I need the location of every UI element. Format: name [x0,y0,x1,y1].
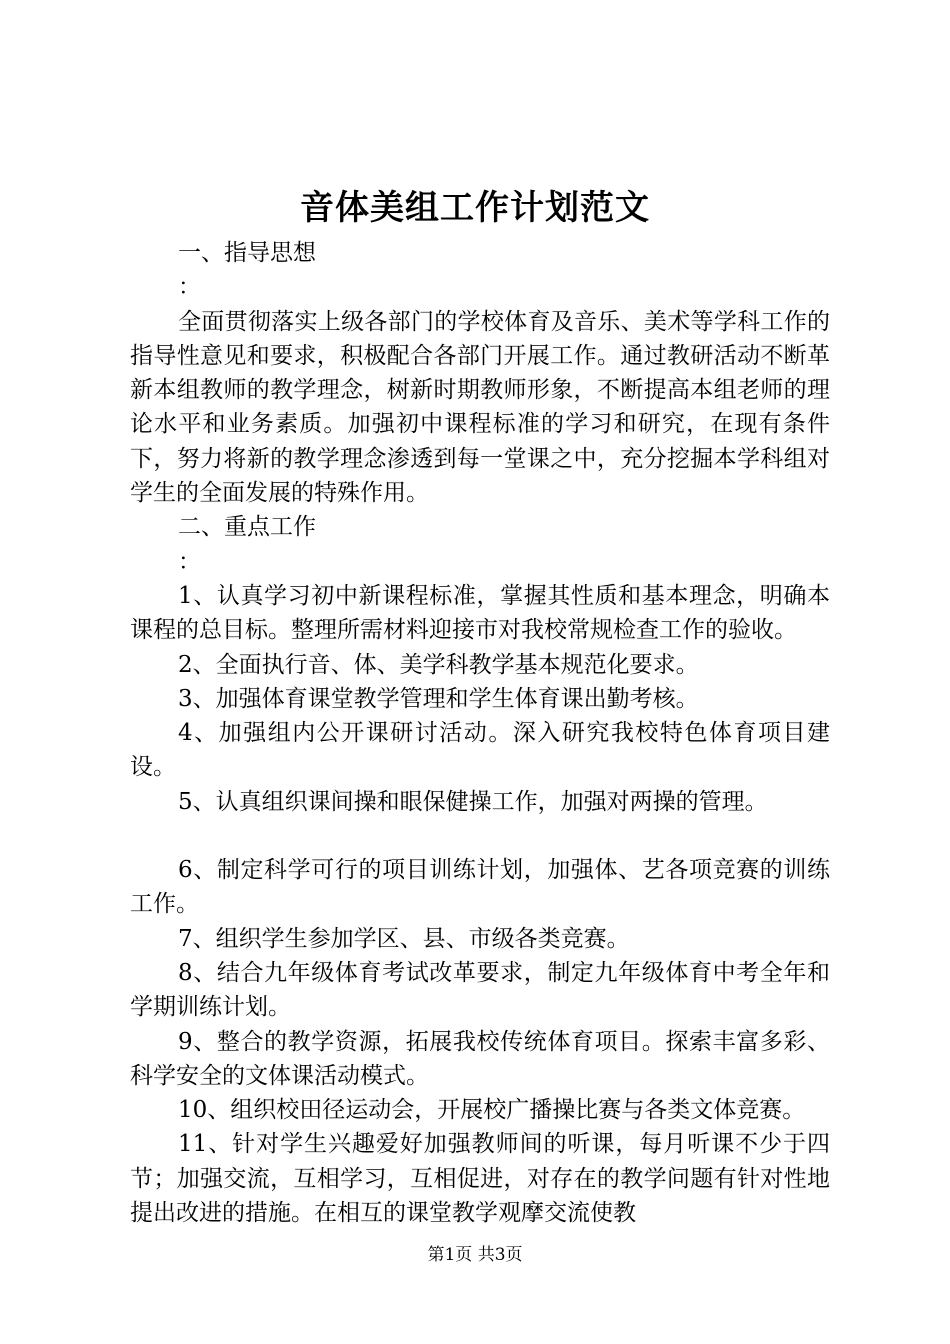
paragraph-guiding-ideology: 全面贯彻落实上级各部门的学校体育及音乐、美术等学科工作的指导性意见和要求，积极配合各部门开展工作。通过教研活动不断革新本组教师的教学理念，树新时期教师形象，不断提高本组老师的理论水平和业务素质。加强初中课程标准的学习和研究，在现有条件下，努力将新的教学理念渗透到每一堂课之中，充分挖掘本学科组对学生的全面发展的特殊作用。 [130,308,830,507]
document-body [130,236,830,1230]
list-item: 10、组织校田径运动会，开展校广播操比赛与各类文体竞赛。 [178,1097,806,1124]
list-item: 5、认真组织课间操和眼保健操工作，加强对两操的管理。 [178,788,768,815]
list-item: 4、加强组内公开课研讨活动。深入研究我校特色体育项目建设。 [130,720,830,781]
list-item: 8、结合九年级体育考试改革要求，制定九年级体育中考全年和学期训练计划。 [130,959,830,1021]
section-heading-key-work: 二、重点工作 [178,514,316,541]
list-item: 3、加强体育课堂教学管理和学生体育课出勤考核。 [178,685,699,712]
colon-line: ： [178,274,201,301]
colon-line: ： [178,548,201,575]
page-footer: 第1页 共3页 [427,1245,523,1265]
section-heading-guiding-ideology: 一、指导思想 [178,240,316,266]
list-item: 11、针对学生兴趣爱好加强教师间的听课，每月听课不少于四节；加强交流，互相学习，互相促进，对存在的教学问题有针对性地提出改进的措施。在相互的课堂教学观摩交流使教 [130,1131,830,1227]
list-item: 9、整合的教学资源，拓展我校传统体育项目。探索丰富多彩、科学安全的文体课活动模式。 [130,1028,830,1089]
list-item: 6、制定科学可行的项目训练计划，加强体、艺各项竞赛的训练工作。 [130,857,830,918]
document-title: 音体美组工作计划范文 [300,188,650,228]
list-item: 1、认真学习初中新课程标准，掌握其性质和基本理念，明确本课程的总目标。整理所需材料迎接市对我校常规检查工作的验收。 [130,582,830,644]
list-item: 2、全面执行音、体、美学科教学基本规范化要求。 [178,651,699,678]
blank-line [130,819,830,853]
list-item: 7、组织学生参加学区、县、市级各类竞赛。 [178,925,630,952]
